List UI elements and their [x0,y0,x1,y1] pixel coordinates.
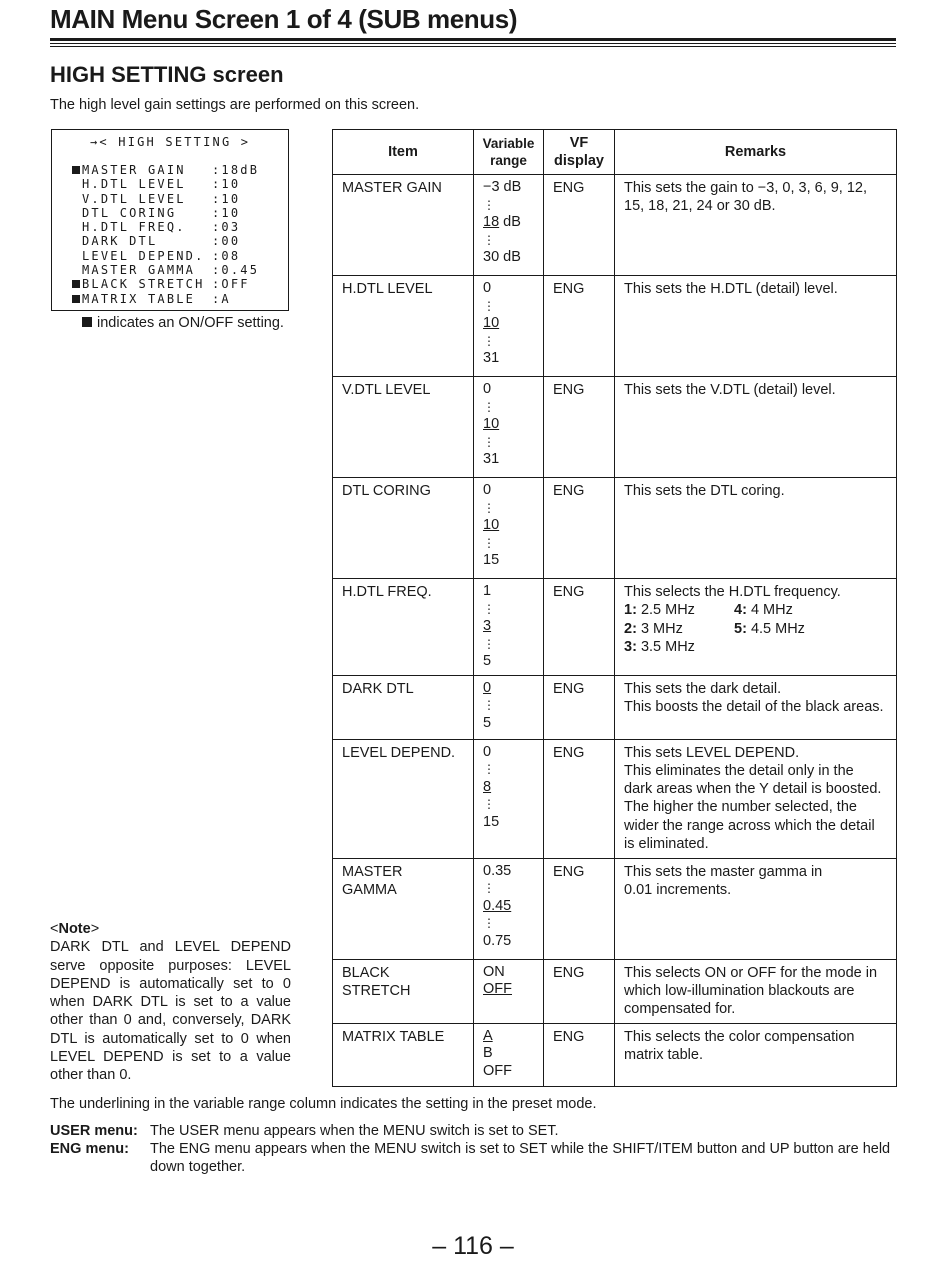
frequency-value: 4 MHz [750,602,793,619]
frequency-key: 1: [624,602,637,619]
vf-display: ENG [553,483,585,499]
menu-line-value: :10 [212,205,241,220]
table-row [333,739,897,858]
remarks-cell [615,175,897,276]
item-name: MASTER GAIN [342,180,442,196]
preset-value: 10 [483,315,500,331]
menu-line-value: :10 [212,177,241,192]
range-value [483,863,534,881]
table-row [333,1023,897,1086]
range-value [483,416,534,434]
range-value-text: −3 dB [483,179,522,195]
menu-line-label: MASTER GAIN [82,163,186,177]
range-ellipsis: ⋮ [483,434,495,449]
range-value [483,981,534,999]
vf-display: ENG [553,1028,585,1045]
range-cell [474,175,544,276]
range-ellipsis: ⋮ [483,399,495,414]
menu-line-label: MATRIX TABLE [82,291,196,306]
item-name: H.DTL LEVEL [342,281,433,297]
range-value [483,482,534,500]
preset-value: 18 [483,214,500,230]
remarks-text: This selects ON or OFF for the mode in which low-illumination blackouts are compensated for. [624,964,878,1018]
frequency-option [624,620,734,638]
remarks-cell [615,276,897,377]
section-intro: The high level gain settings are performed on this screen. [50,97,420,113]
vf-display: ENG [553,180,585,196]
range-value-text: B [483,1045,493,1061]
range-value-text: 31 [483,350,500,366]
section-heading: HIGH SETTING screen [50,62,284,87]
user-menu-desc: The USER menu appears when the MENU switch is set to SET. [150,1123,559,1139]
item-cell [333,1023,474,1086]
menu-line-label: BLACK STRETCH [82,277,205,292]
range-ellipsis: ⋮ [483,333,495,348]
range-cell [474,1023,544,1086]
item-name: MASTER GAMMA [342,863,403,898]
page-title: MAIN Menu Screen 1 of 4 (SUB menus) [50,4,518,34]
page-number: – 116 – [432,1232,514,1260]
range-cell [474,478,544,579]
item-name: LEVEL DEPEND. [342,744,456,761]
range-ellipsis: ⋮ [483,916,495,930]
range-value [483,517,534,535]
remarks-text: This sets the master gamma in 0.01 increments. [624,863,823,898]
remarks-text: This sets the DTL coring. [624,483,785,499]
item-name: H.DTL FREQ. [342,584,432,600]
vf-display: ENG [553,863,585,880]
range-value [483,680,534,698]
frequency-value: 4.5 MHz [750,620,805,637]
range-value-text: 5 [483,653,492,669]
menu-screen-line [82,277,250,292]
range-value-text: 15 [483,552,500,568]
vf-cell [544,739,615,858]
note-bracket: > [90,921,100,937]
menu-screen-line [82,163,260,177]
vf-display: ENG [553,584,585,600]
range-value [483,814,534,832]
range-value [483,1028,534,1046]
note-body: DARK DTL and LEVEL DEPEND serve opposite purposes: LEVEL DEPEND is automatically set to 0 when DARK DTL is set to a value other than 0 and, conversely, DARK DTL is automatically set to 0 when LEVEL DEPEND is set to a value other than 0. [50,939,291,1084]
range-value [483,1045,534,1063]
vf-cell [544,675,615,739]
range-value [483,653,534,671]
range-value-text: 0 [483,482,492,498]
item-cell [333,675,474,739]
menu-line-value: :A [212,291,231,306]
header-text: display [554,153,604,169]
menu-screen-line [82,205,241,220]
range-value-text: 5 [483,714,492,731]
range-value-text: 0 [483,743,492,760]
preset-value: 0.45 [483,897,512,914]
remarks-cell [615,739,897,858]
menu-screen-title: →< HIGH SETTING > [90,135,251,149]
range-ellipsis: ⋮ [483,698,495,712]
range-cell [474,675,544,739]
frequency-key: 2: [624,620,637,637]
preset-value: A [483,1027,493,1044]
remarks-text: This sets the H.DTL (detail) level. [624,281,838,297]
menu-line-value: :10 [212,191,241,206]
menu-line-value: :OFF [212,277,250,292]
note-bracket: < [50,921,59,937]
item-name: DARK DTL [342,680,414,697]
remarks-cell [615,1023,897,1086]
range-cell [474,579,544,676]
onoff-legend [82,315,284,331]
frequency-option [734,601,854,619]
onoff-marker-icon [72,280,80,288]
header-text: Variable [482,136,535,151]
vf-display: ENG [553,744,585,761]
remarks-cell [615,579,897,676]
item-name: BLACK STRETCH [342,964,411,999]
range-value-text: ON [483,963,505,980]
vf-display: ENG [553,964,585,981]
range-value [483,583,534,601]
range-unit: dB [499,214,521,230]
range-value-text: 31 [483,451,500,467]
item-cell [333,739,474,858]
range-value-text: 0 [483,280,492,296]
table-row [333,377,897,478]
frequency-value: 3.5 MHz [640,638,695,655]
remarks-cell [615,377,897,478]
item-cell [333,276,474,377]
menu-screen-line [82,177,241,192]
item-cell [333,959,474,1023]
range-ellipsis: ⋮ [483,232,495,247]
table-row [333,175,897,276]
remarks-text: This selects the H.DTL frequency. [624,584,841,600]
vf-cell [544,175,615,276]
range-value [483,249,534,267]
remarks-cell [615,858,897,959]
range-value [483,451,534,469]
title-rule [50,38,896,41]
remarks-text: This sets the gain to −3, 0, 3, 6, 9, 12, 15, 18, 21, 24 or 30 dB. [624,180,868,215]
menu-line-value: :18dB [212,163,260,177]
range-value [483,715,534,733]
range-value-text: OFF [483,1062,512,1079]
range-value-text: 0.35 [483,862,512,879]
menu-line-label: LEVEL DEPEND. [82,248,205,263]
vf-cell [544,858,615,959]
range-value [483,214,534,232]
range-cell [474,959,544,1023]
table-row [333,858,897,959]
range-cell [474,276,544,377]
range-value [483,618,534,636]
range-value [483,898,534,916]
remarks-text: This sets the V.DTL (detail) level. [624,382,836,398]
range-ellipsis: ⋮ [483,797,495,811]
menu-screen-lines [82,163,260,306]
range-ellipsis: ⋮ [483,601,495,616]
menu-screen-line [82,191,241,206]
range-value-text: 0 [483,381,492,397]
header-text: VF [569,135,589,151]
vf-cell [544,959,615,1023]
vf-display: ENG [553,680,585,697]
frequency-option [624,638,734,656]
menu-line-label: DARK DTL [82,234,158,249]
preset-value: OFF [483,981,512,997]
header-remarks: Remarks [615,130,897,175]
range-value [483,315,534,333]
settings-table [332,129,897,1087]
item-name: DTL CORING [342,483,431,499]
item-name: V.DTL LEVEL [342,382,431,398]
eng-menu-desc: The ENG menu appears when the MENU switch is set to SET while the SHIFT/ITEM button and UP button are held down together. [150,1141,891,1176]
title-rule-thin [50,43,896,44]
item-cell [333,478,474,579]
table-row [333,675,897,739]
menu-screen-line [82,263,260,278]
range-value [483,1063,534,1081]
table-row [333,579,897,676]
user-menu-term: USER menu: [50,1123,138,1139]
range-ellipsis: ⋮ [483,500,495,515]
range-cell [474,739,544,858]
note-heading [50,920,291,938]
range-cell [474,858,544,959]
onoff-marker-icon [72,295,80,303]
range-value [483,744,534,762]
range-value [483,179,534,197]
onoff-marker-icon [72,166,80,174]
frequency-option [624,601,734,619]
range-value [483,280,534,298]
range-cell [474,377,544,478]
frequency-options [624,601,884,656]
range-ellipsis: ⋮ [483,881,495,895]
menu-line-value: :00 [212,234,241,249]
frequency-key: 5: [734,620,747,637]
vf-cell [544,276,615,377]
menu-screen-line [82,291,231,306]
menu-line-label: DTL CORING [82,205,177,220]
onoff-legend-text: indicates an ON/OFF setting. [97,315,284,331]
frequency-option [734,620,854,638]
frequency-value: 3 MHz [640,620,683,637]
remarks-cell [615,959,897,1023]
item-name: MATRIX TABLE [342,1028,445,1045]
menu-line-label: H.DTL LEVEL [82,177,186,192]
range-value [483,381,534,399]
table-header-row [333,130,897,175]
range-value [483,350,534,368]
vf-cell [544,1023,615,1086]
item-cell [333,858,474,959]
vf-cell [544,579,615,676]
preset-value: 8 [483,778,492,795]
vf-cell [544,478,615,579]
frequency-key: 4: [734,602,747,619]
range-value-text: 1 [483,583,492,599]
remarks-cell [615,478,897,579]
menu-screen-line [82,234,241,249]
range-ellipsis: ⋮ [483,636,495,651]
frequency-value: 2.5 MHz [640,602,695,619]
item-cell [333,579,474,676]
header-vf-display [544,130,615,175]
preset-value: 10 [483,517,500,533]
item-cell [333,175,474,276]
range-value [483,552,534,570]
eng-menu-term: ENG menu: [50,1141,129,1157]
menu-line-value: :03 [212,220,241,235]
remarks-text: This selects the color compensation matrix table. [624,1028,855,1063]
range-ellipsis: ⋮ [483,298,495,313]
preset-value: 3 [483,618,492,634]
note-word: Note [58,921,91,937]
menu-line-label: MASTER GAMMA [82,263,196,278]
table-row [333,276,897,377]
item-cell [333,377,474,478]
header-item: Item [333,130,474,175]
header-variable-range [474,130,544,175]
range-value-text: 30 dB [483,249,521,265]
range-ellipsis: ⋮ [483,535,495,550]
preset-value: 10 [483,416,500,432]
menu-line-value: :0.45 [212,263,260,278]
menu-line-value: :08 [212,248,241,263]
menu-line-label: H.DTL FREQ. [82,220,186,235]
range-value [483,964,534,982]
menu-line-label: V.DTL LEVEL [82,191,186,206]
range-value-text: 15 [483,813,500,830]
header-text: range [490,153,527,168]
vf-display: ENG [553,281,585,297]
preset-value: 0 [483,679,492,696]
remarks-text: This sets the dark detail. This boosts the detail of the black areas. [624,680,884,715]
remarks-cell [615,675,897,739]
range-value [483,779,534,797]
square-marker-icon [82,317,92,327]
table-row [333,959,897,1023]
frequency-key: 3: [624,638,637,655]
range-value-text: 0.75 [483,932,512,949]
vf-cell [544,377,615,478]
underline-note: The underlining in the variable range column indicates the setting in the preset mode. [50,1096,597,1112]
range-ellipsis: ⋮ [483,762,495,776]
remarks-text: This sets LEVEL DEPEND. This eliminates the detail only in the dark areas when the Y detail is boosted. The higher the number selected, the wider the range across which the detail is eliminated. [624,744,882,852]
note-block [50,920,291,1085]
menu-screen-line [82,220,241,235]
range-ellipsis: ⋮ [483,197,495,212]
title-rule-thin [50,46,896,47]
menu-screen-line [82,248,241,263]
vf-display: ENG [553,382,585,398]
menu-screen-box [51,129,289,311]
table-row [333,478,897,579]
range-value [483,933,534,951]
